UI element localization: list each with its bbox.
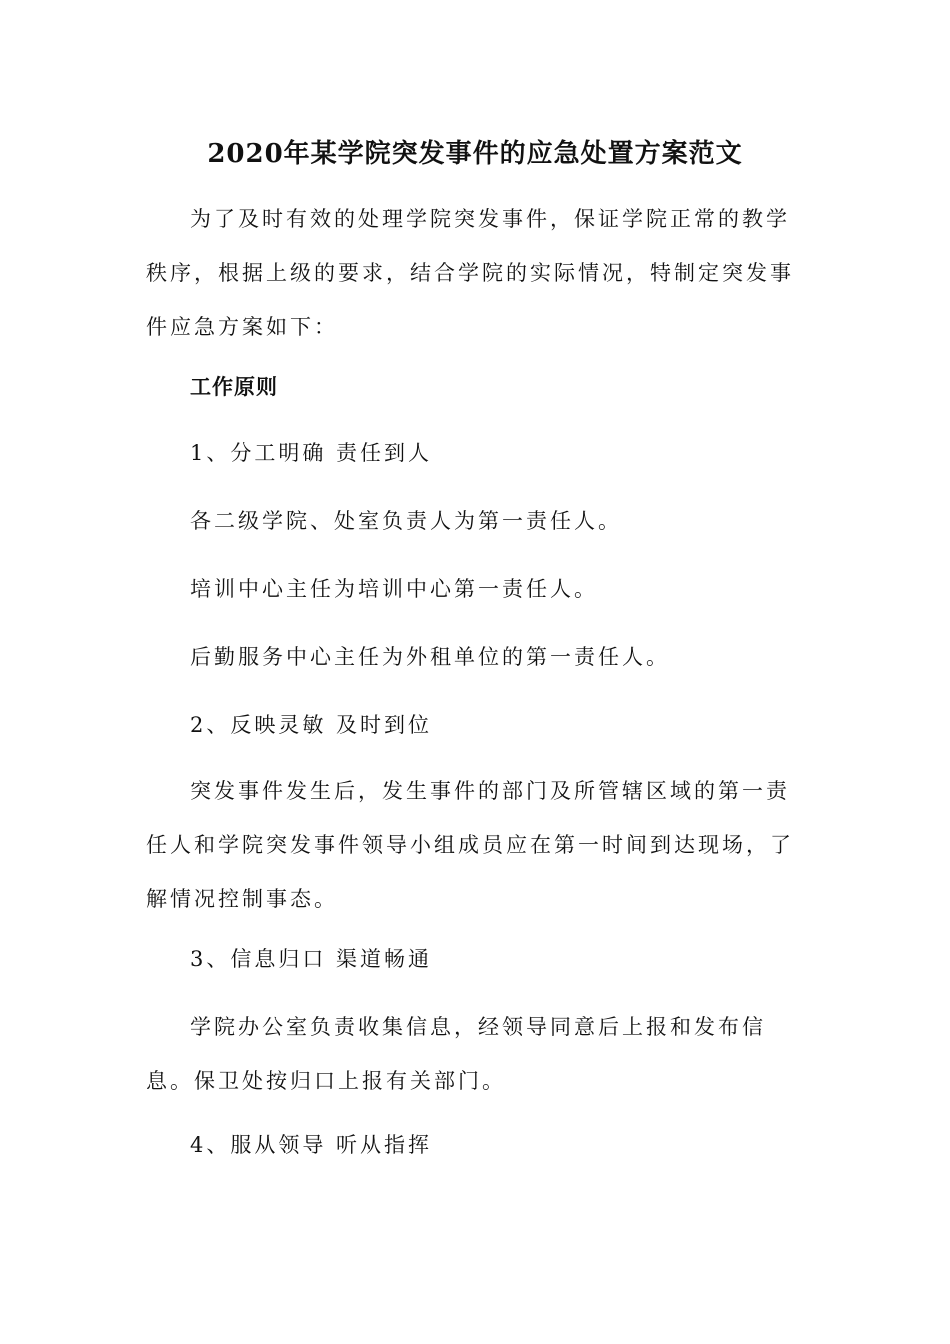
item4-heading: 4、服从领导 听从指挥 <box>190 1133 433 1157</box>
document-title: 2020年某学院突发事件的应急处置方案范文 <box>207 139 743 169</box>
item3-heading: 3、信息归口 渠道畅通 <box>190 947 433 971</box>
item1-line1: 各二级学院、处室负责人为第一责任人。 <box>190 509 622 533</box>
item1-line3: 后勤服务中心主任为外租单位的第一责任人。 <box>190 645 670 669</box>
item2-body: 突发事件发生后，发生事件的部门及所管辖区域的第一责任人和学院突发事件领导小组成员应在第一时间到达现场，了解情况控制事态。 <box>146 779 794 911</box>
section-heading: 工作原则 <box>190 375 278 399</box>
item2-heading: 2、反映灵敏 及时到位 <box>190 713 433 737</box>
item1-line2: 培训中心主任为培训中心第一责任人。 <box>190 577 598 601</box>
item3-body: 学院办公室负责收集信息，经领导同意后上报和发布信息。保卫处按归口上报有关部门。 <box>146 1015 766 1093</box>
intro-paragraph: 为了及时有效的处理学院突发事件，保证学院正常的教学秩序，根据上级的要求，结合学院的实际情况，特制定突发事件应急方案如下： <box>146 207 794 339</box>
item1-heading: 1、分工明确 责任到人 <box>190 441 433 465</box>
